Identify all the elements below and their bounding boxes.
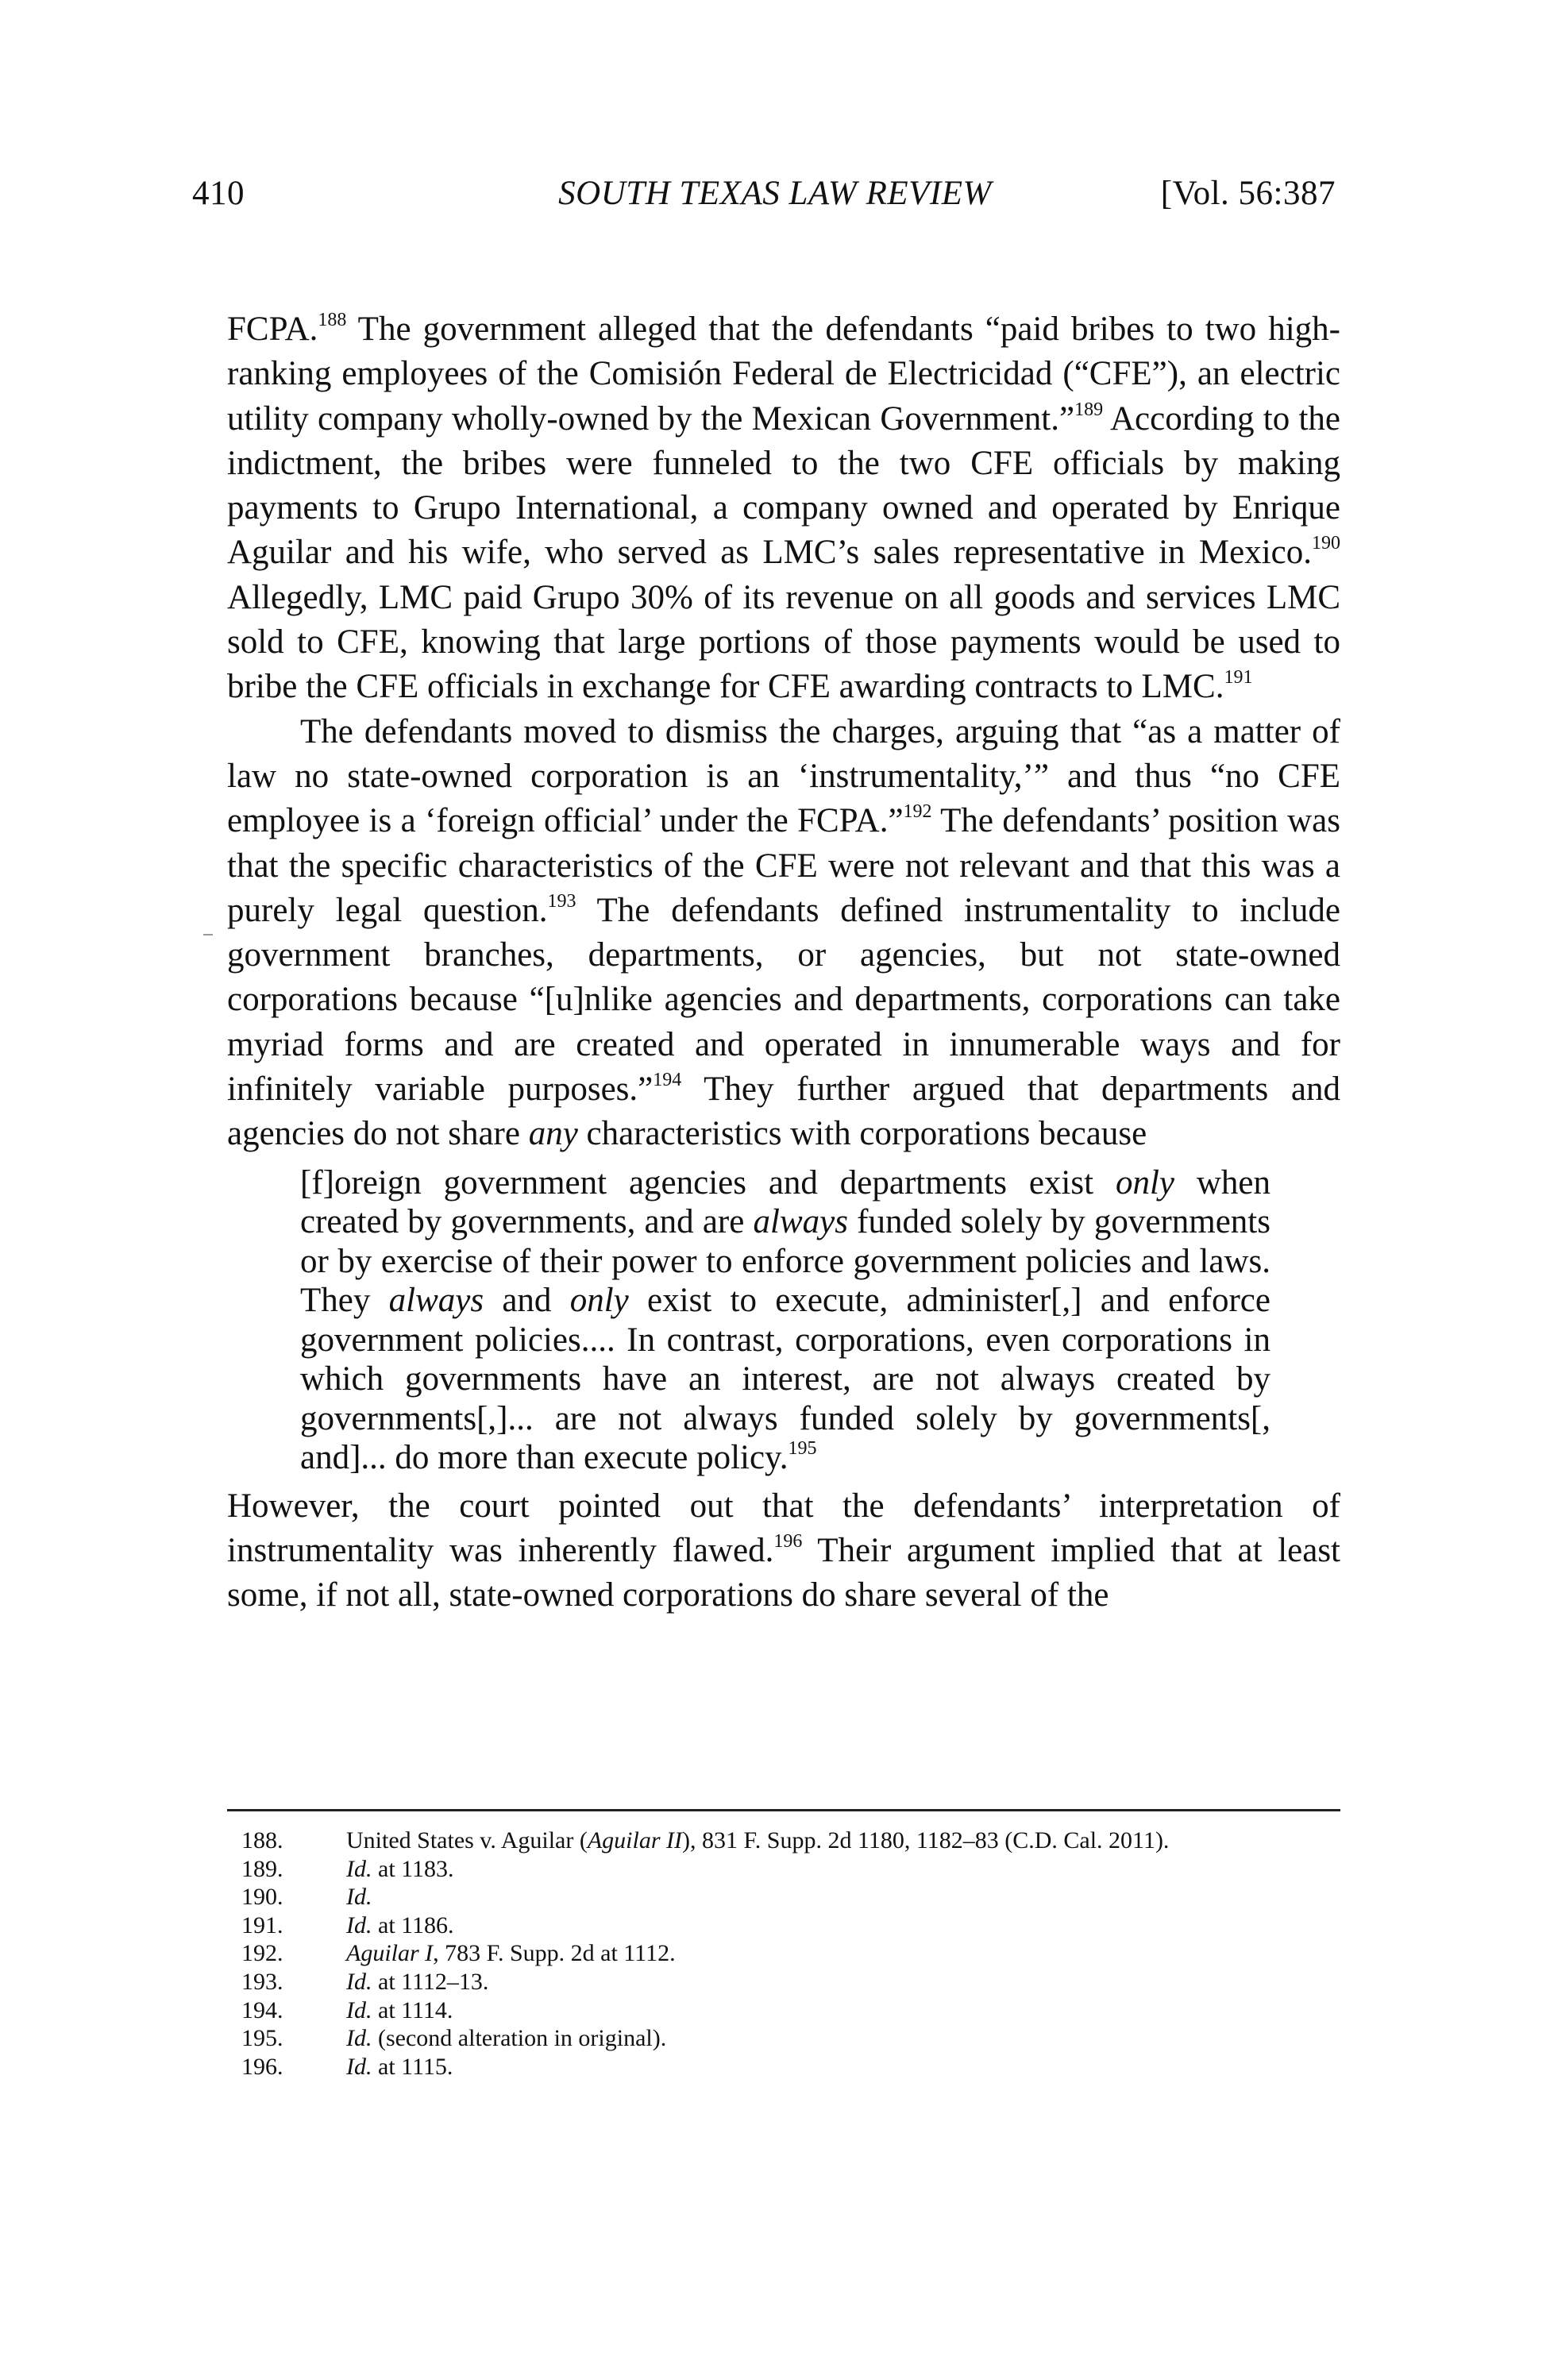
text-run: when created by governments, and are bbox=[300, 1163, 1271, 1241]
running-header-volume: [Vol. 56:387 bbox=[1160, 175, 1336, 212]
text-run: However, the court pointed out that the defendants’ interpretation of instrumentality was inherently flawed. bbox=[227, 1487, 1340, 1569]
footnote-ref-192: 192 bbox=[903, 801, 932, 823]
text-run: exist to execute, administer[,] and enforce government policies.... In contrast, corporations, even corporations in which governments have an interest, are not always created by governments[,]... are not always funded solely by governments[, and]... do more than execute policy. bbox=[300, 1282, 1270, 1477]
text-run: Allegedly, LMC paid Grupo 30% of its revenue on all goods and services LMC sold to CFE, knowing that large portions of those payments would be used to bribe the CFE officials in exchange for CFE awarding contracts to LMC. bbox=[227, 578, 1340, 706]
text-run: The government alleged that the defendants “paid bribes to two high-ranking employees of the Comisión Federal de Electricidad (“CFE”), an electric utility company wholly-owned by the Mexican Government.” bbox=[227, 311, 1340, 438]
footnote-number: 188. bbox=[241, 1827, 283, 1853]
text-run: Their argument implied that at least some, if not all, state-owned corporations do share several of the bbox=[227, 1531, 1340, 1614]
footnote-case-name: Id. bbox=[346, 1996, 372, 2023]
footnote-text: at 1114. bbox=[372, 1996, 453, 2023]
running-header-page-number: 410 bbox=[192, 175, 245, 212]
paragraph-1 bbox=[227, 307, 1340, 710]
footnote-case-name: Id. bbox=[346, 2053, 372, 2080]
footnote-number: 195. bbox=[241, 2025, 283, 2052]
footnote-195 bbox=[241, 2024, 1353, 2053]
text-run: The defendants defined instrumentality to include government branches, departments, or agencies, but not state-owned corporations because “[u]nlike agencies and departments, corporations can take myriad forms and are created and operated in innumerable ways and for infinitely variable purposes.” bbox=[227, 891, 1340, 1109]
footnotes bbox=[241, 1826, 1353, 2081]
footnote-ref-194: 194 bbox=[653, 1070, 682, 1091]
emphasis: always bbox=[388, 1282, 484, 1320]
footnote-ref-189: 189 bbox=[1074, 399, 1104, 420]
text-run: FCPA. bbox=[227, 311, 318, 348]
text-run: characteristics with corporations because bbox=[577, 1115, 1147, 1153]
emphasis: only bbox=[569, 1282, 629, 1320]
footnote-text: ), 831 F. Supp. 2d 1180, 1182–83 (C.D. Cal. 2011). bbox=[682, 1827, 1170, 1853]
footnote-text: (second alteration in original). bbox=[372, 2025, 667, 2052]
footnote-193 bbox=[241, 1968, 1353, 1996]
footnote-text: at 1112–13. bbox=[372, 1968, 489, 1995]
footnote-191 bbox=[241, 1911, 1353, 1940]
footnote-192 bbox=[241, 1939, 1353, 1968]
footnote-ref-188: 188 bbox=[318, 310, 347, 330]
text-run: They further argued that departments and agencies do not share bbox=[227, 1070, 1340, 1153]
footnote-189 bbox=[241, 1855, 1353, 1884]
footnote-text: United States v. Aguilar ( bbox=[346, 1827, 588, 1853]
footnote-ref-195: 195 bbox=[788, 1438, 817, 1460]
footnote-ref-191: 191 bbox=[1224, 667, 1253, 689]
footnote-196 bbox=[241, 2053, 1353, 2081]
text-run: The defendants’ position was that the specific characteristics of the CFE were not relevant and that this was a purely legal question. bbox=[227, 802, 1340, 929]
footnote-188 bbox=[241, 1826, 1353, 1855]
footnote-case-name: Id. bbox=[346, 1855, 372, 1882]
footnote-190 bbox=[241, 1883, 1353, 1911]
footnote-number: 196. bbox=[241, 2053, 283, 2080]
paragraph-3 bbox=[227, 1484, 1340, 1618]
footnote-number: 190. bbox=[241, 1884, 283, 1911]
footnote-ref-193: 193 bbox=[547, 890, 576, 912]
emphasis: always bbox=[753, 1203, 848, 1241]
footnote-text: , 783 F. Supp. 2d at 1112. bbox=[433, 1940, 676, 1967]
paragraph-2 bbox=[227, 710, 1340, 1157]
footnote-case-name: Id. bbox=[346, 1884, 372, 1911]
emphasis: any bbox=[528, 1115, 578, 1153]
footnote-text: at 1183. bbox=[372, 1855, 454, 1882]
text-run: and bbox=[484, 1282, 570, 1320]
footnote-text: at 1186. bbox=[372, 1911, 454, 1938]
footnote-text: at 1115. bbox=[372, 2053, 453, 2080]
footnote-case-name: Id. bbox=[346, 2025, 372, 2052]
footnote-number: 191. bbox=[241, 1911, 283, 1938]
footnote-number: 189. bbox=[241, 1855, 283, 1882]
footnote-ref-196: 196 bbox=[773, 1530, 803, 1552]
footnote-case-name: Aguilar I bbox=[346, 1940, 434, 1967]
text-run: [f]oreign government agencies and departments exist bbox=[300, 1163, 1116, 1202]
margin-mark bbox=[203, 934, 213, 935]
footnote-divider bbox=[227, 1809, 1340, 1811]
footnote-case-name: Aguilar II bbox=[587, 1827, 682, 1853]
body-text bbox=[227, 307, 1340, 1618]
footnote-ref-190: 190 bbox=[1312, 533, 1340, 554]
footnote-194 bbox=[241, 1996, 1353, 2025]
running-header-journal-title: SOUTH TEXAS LAW REVIEW bbox=[558, 175, 992, 212]
block-quote bbox=[227, 1163, 1340, 1478]
footnote-case-name: Id. bbox=[346, 1911, 372, 1938]
emphasis: only bbox=[1115, 1163, 1174, 1202]
footnote-number: 194. bbox=[241, 1996, 283, 2023]
text-run: funded solely by governments or by exercise of their power to enforce government policies and laws. They bbox=[300, 1203, 1270, 1320]
footnote-number: 192. bbox=[241, 1940, 283, 1967]
text-run: The defendants moved to dismiss the charges, arguing that “as a matter of law no state-owned corporation is an ‘instrumentality,’” and thus “no CFE employee is a ‘foreign official’ under the FCPA.” bbox=[227, 712, 1340, 840]
footnote-case-name: Id. bbox=[346, 1968, 372, 1995]
text-run: According to the indictment, the bribes were funneled to the two CFE officials by making payments to Grupo International, a company owned and operated by Enrique Aguilar and his wife, who served as LMC’s sales representative in Mexico. bbox=[227, 399, 1340, 572]
footnote-number: 193. bbox=[241, 1968, 283, 1995]
